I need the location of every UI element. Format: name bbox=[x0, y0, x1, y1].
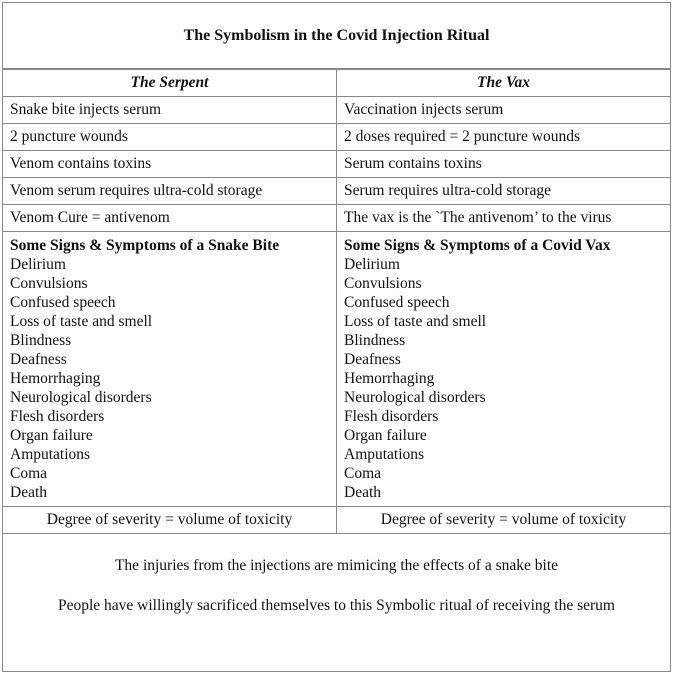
column-header-serpent: The Serpent bbox=[3, 70, 337, 97]
serpent-cell: Venom Cure = antivenom bbox=[3, 205, 337, 232]
page-title: The Symbolism in the Covid Injection Ritual bbox=[3, 3, 670, 69]
symptom-item: Deafness bbox=[10, 351, 67, 368]
symptom-item: Flesh disorders bbox=[10, 408, 105, 425]
symptom-item: Deafness bbox=[344, 351, 401, 368]
symptom-item: Neurological disorders bbox=[10, 389, 152, 406]
symptom-item: Loss of taste and smell bbox=[344, 313, 487, 330]
vax-cell: 2 doses required = 2 puncture wounds bbox=[337, 124, 671, 151]
serpent-severity-cell: Degree of severity = volume of toxicity bbox=[3, 507, 337, 534]
symptom-item: Amputations bbox=[344, 446, 425, 463]
snake-bite-symptoms-heading: Some Signs & Symptoms of a Snake Bite bbox=[10, 237, 280, 254]
symptom-item: Hemorrhaging bbox=[10, 370, 101, 387]
vax-cell: Serum requires ultra-cold storage bbox=[337, 178, 671, 205]
symptom-item: Confused speech bbox=[344, 294, 450, 311]
snake-bite-symptoms-cell bbox=[3, 232, 337, 507]
table-header-row bbox=[3, 70, 670, 97]
symptom-item: Neurological disorders bbox=[344, 389, 486, 406]
table-row bbox=[3, 151, 670, 178]
table-row bbox=[3, 178, 670, 205]
symptom-item: Blindness bbox=[344, 332, 406, 349]
symptom-item: Death bbox=[10, 484, 48, 501]
symptom-item: Confused speech bbox=[10, 294, 116, 311]
serpent-cell: Venom contains toxins bbox=[3, 151, 337, 178]
covid-vax-symptoms-cell bbox=[337, 232, 671, 507]
comparison-table bbox=[3, 69, 670, 534]
symptom-item: Flesh disorders bbox=[344, 408, 439, 425]
vax-cell: The vax is the `The antivenom’ to the virus bbox=[337, 205, 671, 232]
symptom-item: Delirium bbox=[344, 256, 400, 273]
symptom-item: Convulsions bbox=[344, 275, 422, 292]
document-frame bbox=[2, 2, 671, 672]
symptom-item: Organ failure bbox=[10, 427, 93, 444]
footer-line-injuries: The injuries from the injections are mimicing the effects of a snake bite bbox=[114, 557, 559, 574]
footer-line-sacrifice: People have willingly sacrificed themselves to this Symbolic ritual of receiving the serum bbox=[57, 597, 615, 614]
symptom-item: Organ failure bbox=[344, 427, 427, 444]
table-row bbox=[3, 124, 670, 151]
serpent-cell: 2 puncture wounds bbox=[3, 124, 337, 151]
symptom-item: Death bbox=[344, 484, 382, 501]
symptom-item: Convulsions bbox=[10, 275, 88, 292]
table-row bbox=[3, 97, 670, 124]
covid-vax-symptoms-heading: Some Signs & Symptoms of a Covid Vax bbox=[344, 237, 611, 254]
symptom-item: Delirium bbox=[10, 256, 66, 273]
column-header-vax: The Vax bbox=[337, 70, 671, 97]
serpent-cell: Venom serum requires ultra-cold storage bbox=[3, 178, 337, 205]
symptom-item: Loss of taste and smell bbox=[10, 313, 153, 330]
vax-cell: Vaccination injects serum bbox=[337, 97, 671, 124]
serpent-cell: Snake bite injects serum bbox=[3, 97, 337, 124]
vax-cell: Serum contains toxins bbox=[337, 151, 671, 178]
symptom-item: Coma bbox=[344, 465, 382, 482]
symptoms-row bbox=[3, 232, 670, 507]
symptom-item: Hemorrhaging bbox=[344, 370, 435, 387]
table-row bbox=[3, 205, 670, 232]
symptom-item: Amputations bbox=[10, 446, 91, 463]
severity-row bbox=[3, 507, 670, 534]
symptom-item: Blindness bbox=[10, 332, 72, 349]
vax-severity-cell: Degree of severity = volume of toxicity bbox=[337, 507, 671, 534]
symptom-item: Coma bbox=[10, 465, 48, 482]
